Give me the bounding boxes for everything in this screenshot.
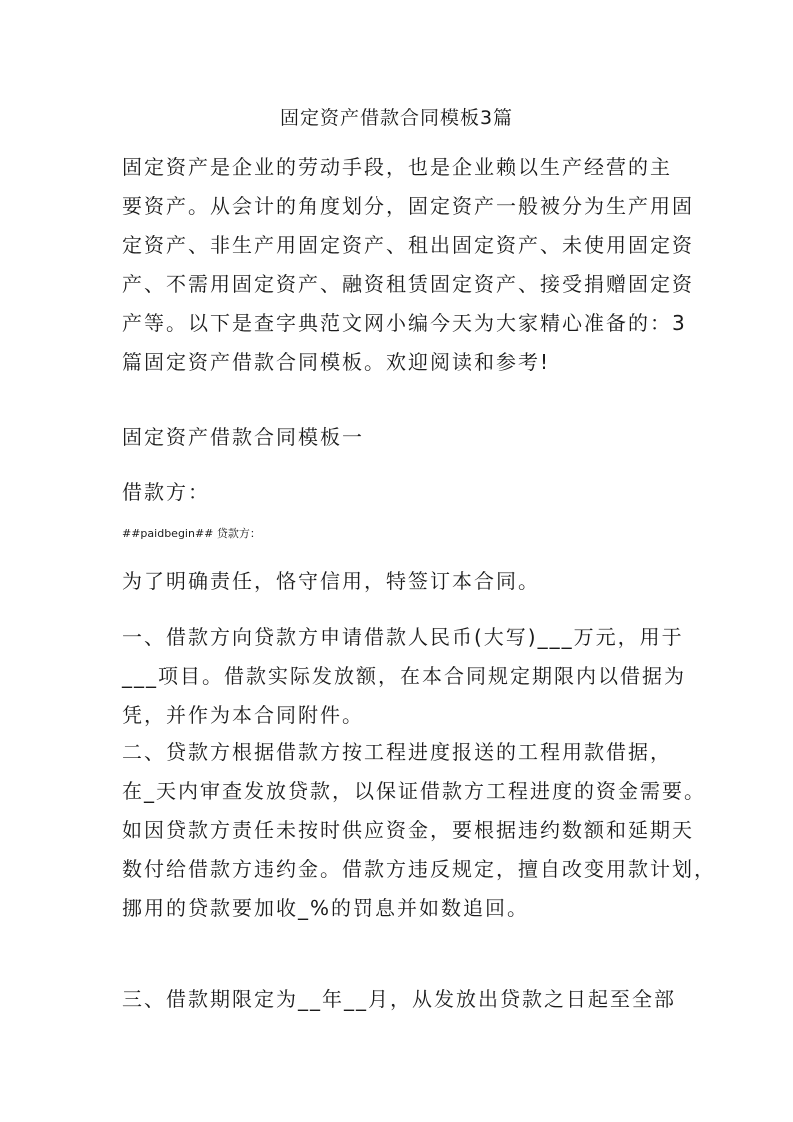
intro-line: 产、不需用固定资产、融资租赁固定资产、接受捐赠固定资: [122, 272, 694, 296]
purpose-paragraph: [122, 562, 678, 601]
section-heading-text: 固定资产借款合同模板一: [122, 425, 364, 449]
document-title: 固定资产借款合同模板3篇: [279, 107, 514, 129]
borrower-label: [122, 473, 678, 512]
intro-line: 篇固定资产借款合同模板。欢迎阅读和参考!: [122, 350, 551, 374]
clause-2-line: 如因贷款方责任未按时供应资金，要根据违约数额和延期天: [122, 818, 694, 842]
lender-label: 贷款方：: [213, 527, 261, 540]
intro-paragraph: [122, 148, 694, 382]
clause-2-line: 数付给借款方违约金。借款方违反规定，擅自改变用款计划，: [122, 857, 716, 881]
paid-marker: ##paidbegin##: [122, 527, 214, 540]
clause-1-line: 一、借款方向贷款方申请借款人民币(大写)___万元，用于: [122, 625, 684, 649]
clause-3-line: 三、借款期限定为__年__月，从发放出贷款之日起至全部: [122, 987, 676, 1011]
intro-line: 固定资产是企业的劳动手段，也是企业赖以生产经营的主: [122, 155, 672, 179]
clause-2-line: 在_天内审查发放贷款，以保证借款方工程进度的资金需要。: [122, 779, 706, 803]
lender-line: [122, 525, 261, 543]
intro-line: 要资产。从会计的角度划分，固定资产一般被分为生产用固: [122, 194, 694, 218]
clause-2-line: 挪用的贷款要加收_%的罚息并如数追回。: [122, 896, 530, 920]
borrower-label-text: 借款方：: [122, 480, 210, 504]
clause-3: [122, 980, 678, 1019]
clause-1-line: ___项目。借款实际发放额，在本合同规定期限内以借据为: [122, 664, 686, 688]
purpose-line: 为了明确责任，恪守信用，特签订本合同。: [122, 569, 540, 593]
clause-1-line: 凭，并作为本合同附件。: [122, 703, 364, 727]
intro-line: 定资产、非生产用固定资产、租出固定资产、未使用固定资: [122, 233, 694, 257]
clause-2-line: 二、贷款方根据借款方按工程进度报送的工程用款借据，: [122, 740, 672, 764]
clause-2: [122, 733, 716, 928]
section-heading: [122, 418, 678, 457]
clause-1: [122, 618, 686, 735]
intro-line: 产等。以下是查字典范文网小编今天为大家精心准备的：3: [122, 311, 687, 335]
